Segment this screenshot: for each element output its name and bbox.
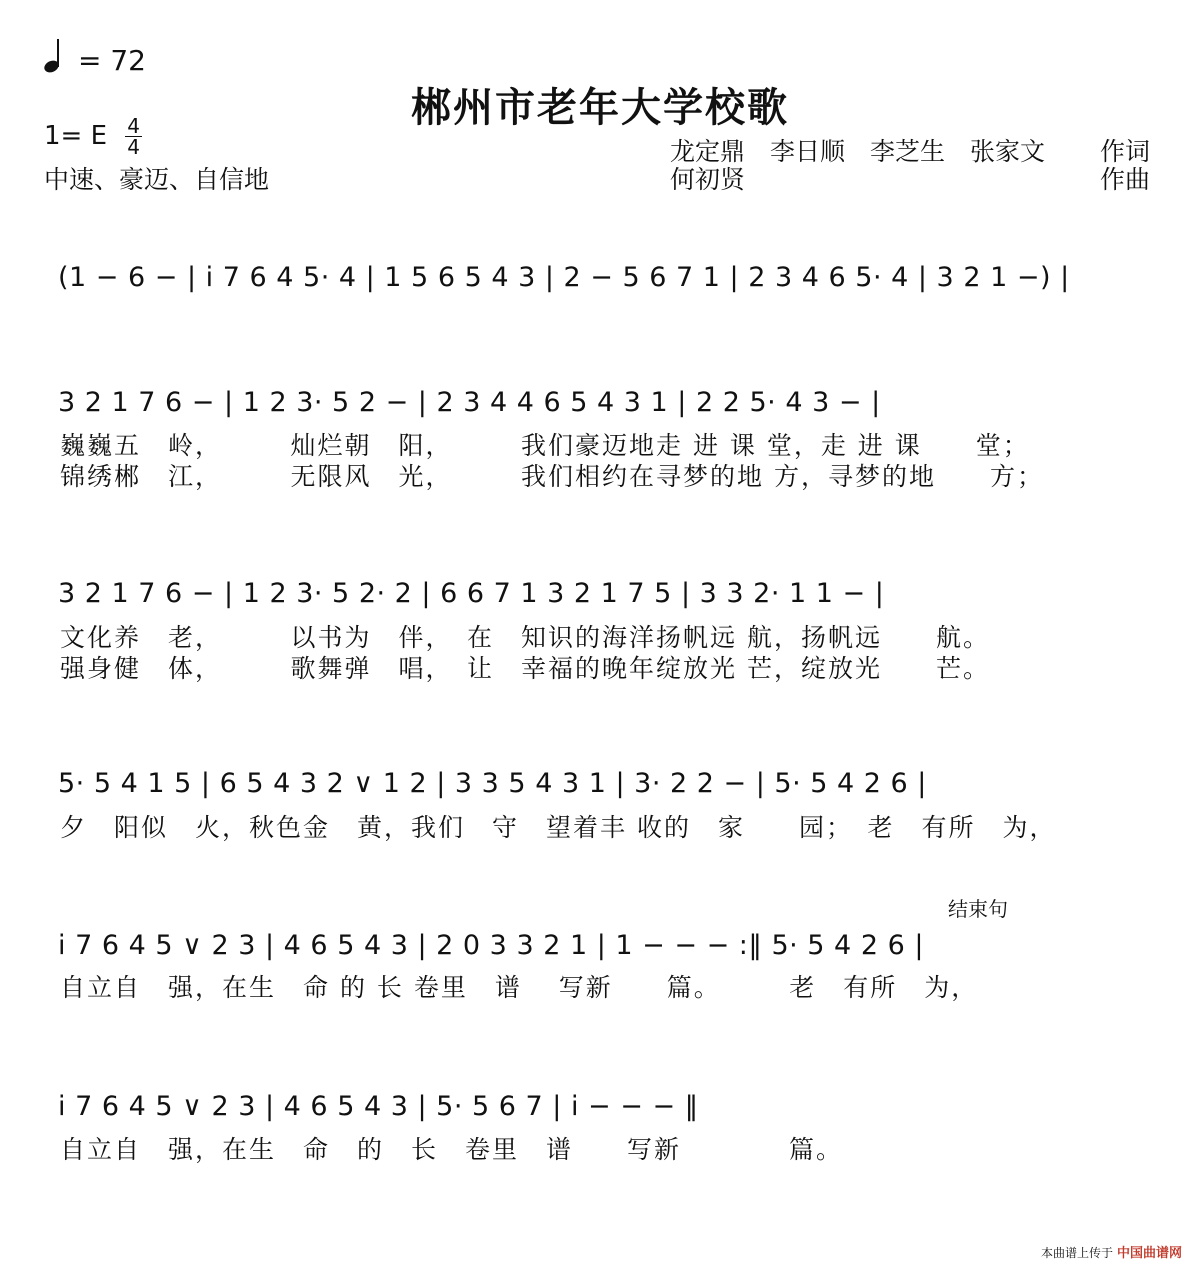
lyric-line-3-verse-1: 文化养 老， 以书为 伴， 在 知识的海洋扬帆远 航，扬帆远 航。 <box>60 623 990 652</box>
lyric-line-4: 夕 阳似 火，秋色金 黄，我们 守 望着丰 收的 家 园； 老 有所 为， <box>60 813 1057 842</box>
song-title: 郴州市老年大学校歌 <box>411 85 789 131</box>
quarter-note-icon <box>44 40 64 76</box>
expression-marking: 中速、豪迈、自信地 <box>44 165 270 194</box>
lyric-role: 作词 <box>1100 137 1151 166</box>
lyric-line-6: 自立自 强，在生 命 的 长 卷里 谱 写新 篇。 <box>60 1135 844 1164</box>
notation-line-3: 3 2 1 7 6 − | 1 2 3· 5 2· 2 | 6 6 7 1 3 2 1 7 5 | 3 3 2· 1 1 − | <box>58 578 885 609</box>
notation-line-2: 3 2 1 7 6 − | 1 2 3· 5 2 − | 2 3 4 4 6 5 4 3 1 | 2 2 5· 4 3 − | <box>58 387 881 418</box>
notation-line-intro: (1 − 6 − | i 7 6 4 5· 4 | 1 5 6 5 4 3 | 2 − 5 6 7 1 | 2 3 4 6 5· 4 | 3 2 1 −) | <box>58 262 1070 293</box>
lyricists: 龙定鼎 李日顺 李芝生 张家文 <box>670 137 1046 166</box>
ending-label: 结束句 <box>948 897 1008 921</box>
notation-line-4: 5· 5 4 1 5 | 6 5 4 3 2 ∨ 1 2 | 3 3 5 4 3 1 | 3· 2 2 − | 5· 5 4 2 6 | <box>58 768 927 799</box>
composer: 何初贤 <box>670 165 746 194</box>
composer-role: 作曲 <box>1100 165 1151 194</box>
notation-line-6: i 7 6 4 5 ∨ 2 3 | 4 6 5 4 3 | 5· 5 6 7 | i − − − ‖ <box>58 1091 699 1122</box>
key-signature: 1= E $\frac{4}{4}$ <box>44 114 141 159</box>
lyric-line-5: 自立自 强，在生 命 的 长 卷里 谱 写新 篇。 老 有所 为， <box>60 973 979 1002</box>
source-footer: 本曲谱上传于 中国曲谱网 <box>1041 1242 1182 1261</box>
time-signature: $\frac{4}{4}$ <box>127 114 141 159</box>
notation-line-5: i 7 6 4 5 ∨ 2 3 | 4 6 5 4 3 | 2 0 3 3 2 1 | 1 − − − :‖ 5· 5 4 2 6 | <box>58 930 924 961</box>
lyric-line-2-verse-2: 锦绣郴 江， 无限风 光， 我们相约在寻梦的地 方，寻梦的地 方； <box>60 462 1044 491</box>
site-logo[interactable]: 中国曲谱网 <box>1116 1246 1182 1261</box>
lyric-line-3-verse-2: 强身健 体， 歌舞弹 唱， 让 幸福的晚年绽放光 芒，绽放光 芒。 <box>60 654 990 683</box>
lyric-line-2-verse-1: 巍巍五 岭， 灿烂朝 阳， 我们豪迈地走 进 课 堂，走 进 课 堂； <box>60 431 1030 460</box>
tempo-marking: = 72 <box>44 40 146 77</box>
